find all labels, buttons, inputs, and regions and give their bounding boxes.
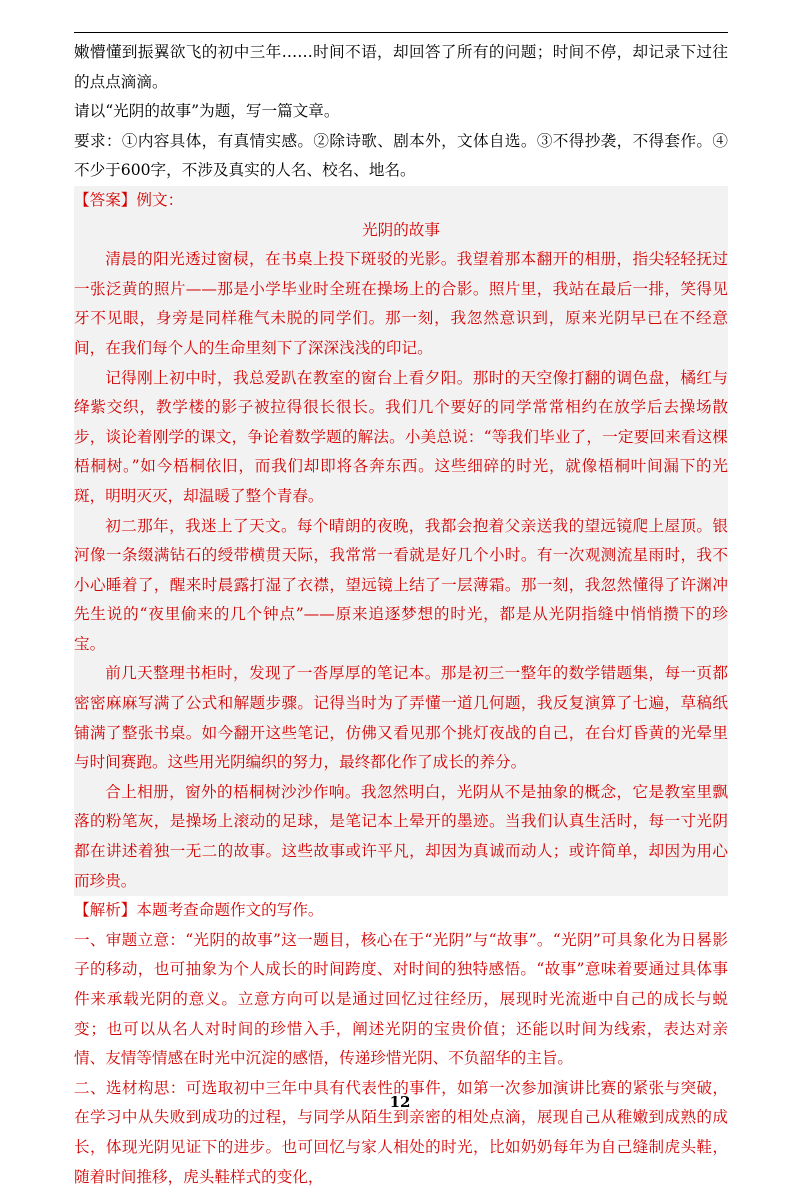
essay-paragraph: 合上相册，窗外的梧桐树沙沙作响。我忽然明白，光阴从不是抽象的概念，它是教室里飘落的粉笔灰，是操场上滚动的足球，是笔记本上晕开的墨迹。当我们认真生活时，每一寸光阴都在讲述着独一无二的故事。这些故事或许平凡，却因为真诚而动人；或许简单，却因为用心而珍贵。 (74, 782, 728, 890)
analysis-heading (74, 896, 728, 926)
analysis-section: 一、审题立意：“光阴的故事”这一题目，核心在于“光阴”与“故事”。“光阴”可具象化为日晷影子的移动，也可抽象为个人成长的时间跨度、对时间的独特感悟。“故事”意味着要通过具体事件来承载光阴的意义。立意方向可以是通过回忆过往经历，展现时光流逝中自己的成长与蜕变；也可以从名人对时间的珍惜入手，阐述光阴的宝贵价值；还能以时间为线索，表达对亲情、友情等情感在时光中沉淀的感悟，传递珍惜光阴、不负韶华的主旨。 (74, 930, 728, 1068)
analysis-label: 【解析】 (74, 901, 137, 920)
essay-paragraph: 初二那年，我迷上了天文。每个晴朗的夜晚，我都会抱着父亲送我的望远镜爬上屋顶。银河像一条缀满钻石的绶带横贯天际，我常常一看就是好几个小时。有一次观测流星雨时，我不小心睡着了，醒来时晨露打湿了衣襟，望远镜上结了一层薄霜。那一刻，我忽然懂得了许渊冲先生说的“夜里偷来的几个钟点”——原来追逐梦想的时光，都是从光阴指缝中悄悄攒下的珍宝。 (74, 516, 728, 653)
analysis-label-suffix: 本题考查命题作文的写作。 (136, 901, 324, 920)
header-rule (74, 32, 728, 33)
answer-label-suffix: 例文： (136, 190, 184, 209)
essay-paragraph: 前几天整理书柜时，发现了一沓厚厚的笔记本。那是初三一整年的数学错题集，每一页都密密麻麻写满了公式和解题步骤。记得当时为了弄懂一道几何题，我反复演算了七遍，草稿纸铺满了整张书桌。如今翻开这些笔记，仿佛又看见那个挑灯夜战的自己，在台灯昏黄的光晕里与时间赛跑。这些用光阴编织的努力，最终都化作了成长的养分。 (74, 664, 728, 772)
prompt-intro: 嫩懵懂到振翼欲飞的初中三年……时间不语，却回答了所有的问题；时间不停，却记录下过往的点点滴滴。 (74, 43, 728, 91)
document-body (74, 38, 728, 1192)
answer-heading (74, 186, 728, 216)
essay-title: 光阴的故事 (362, 220, 440, 239)
essay-paragraph: 清晨的阳光透过窗棂，在书桌上投下斑驳的光影。我望着那本翻开的相册，指尖轻轻抚过一张泛黄的照片——那是小学毕业时全班在操场上的合影。照片里，我站在最后一排，笑得见牙不见眼，身旁是同样稚气未脱的同学们。那一刻，我忽然意识到，原来光阴早已在不经意间，在我们每个人的生命里刻下了深深浅浅的印记。 (74, 250, 728, 357)
essay-paragraph: 记得刚上初中时，我总爱趴在教室的窗台上看夕阳。那时的天空像打翻的调色盘，橘红与绛紫交织，教学楼的影子被拉得很长很长。我们几个要好的同学常常相约在放学后去操场散步，谈论着刚学的课文，争论着数学题的解法。小美总说：“等我们毕业了，一定要回来看这棵梧桐树。”如今梧桐依旧，而我们却即将各奔东西。这些细碎的时光，就像梧桐叶间漏下的光斑，明明灭灭，却温暖了整个青春。 (74, 368, 728, 505)
prompt-requirements: 要求：①内容具体，有真情实感。②除诗歌、剧本外，文体自选。③不得抄袭，不得套作。④不少于600字，不涉及真实的人名、校名、地名。 (74, 131, 728, 180)
prompt-instruction: 请以“光阴的故事”为题，写一篇文章。 (74, 102, 340, 121)
page-number: 12 (389, 1093, 411, 1111)
analysis-section: 二、选材构思：可选取初中三年中具有代表性的事件，如第一次参加演讲比赛的紧张与突破，在学习中从失败到成功的过程，与同学从陌生到亲密的相处点滴，展现自己从稚嫩到成熟的成长，体现光阴见证下的进步。也可回忆与家人相处的时光，比如奶奶每年为自己缝制虎头鞋，随着时间推移，虎头鞋样式的变化， (74, 1078, 728, 1186)
answer-label: 【答案】 (74, 190, 137, 209)
answer-section (74, 186, 728, 896)
